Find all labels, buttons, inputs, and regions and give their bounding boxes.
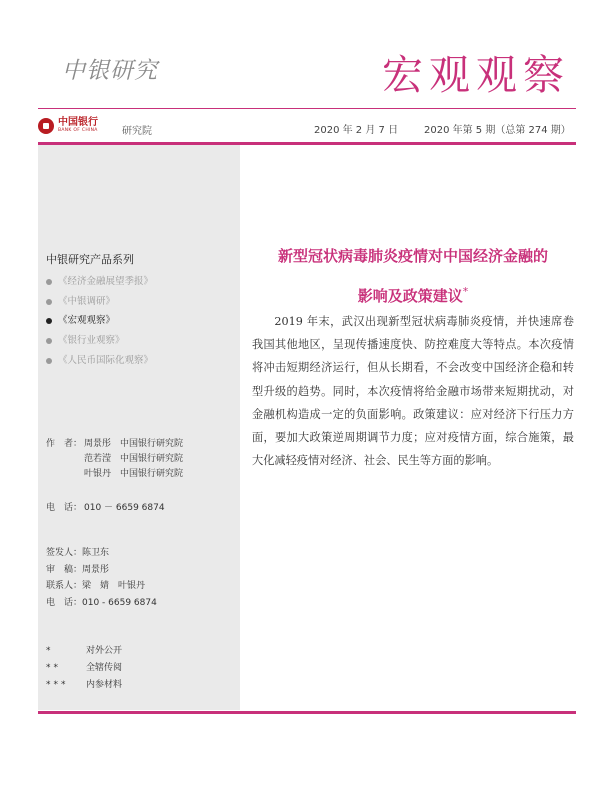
staff-block bbox=[46, 545, 157, 612]
sidebar-panel bbox=[38, 145, 240, 710]
bank-logo bbox=[38, 116, 98, 136]
confidentiality-label: 对外公开 bbox=[86, 646, 123, 656]
phone-number: 010 － 6659 6874 bbox=[84, 503, 165, 513]
author-org: 中国银行研究院 bbox=[120, 454, 184, 464]
confidentiality-row bbox=[46, 643, 122, 660]
confidentiality-row bbox=[46, 677, 122, 694]
publication-logo-text: 中银研究 bbox=[62, 58, 158, 84]
author-row bbox=[46, 452, 183, 467]
bank-of-china-icon bbox=[38, 118, 54, 134]
phone-label: 电 话： bbox=[46, 503, 83, 513]
product-item-active: 《宏观观察》 bbox=[46, 312, 153, 332]
confidentiality-label: 内参材料 bbox=[86, 680, 123, 691]
author-row bbox=[46, 467, 183, 482]
footer-divider bbox=[38, 711, 576, 714]
article-abstract: 2019 年末，武汉出现新型冠状病毒肺炎疫情，并快速席卷我国其他地区，呈现传播速度快、防控难度大等特点。本次疫情将冲击短期经济运行，但从长期看，不会改变中国经济企稳和转型升级的趋势。同时，本次疫情将给金融市场带来短期扰动，对金融机构造成一定的负面影响。政策建议：应对经济下行压力方面，要加大政策逆周期调节力度；应对疫情方面，综合施策，最大化减轻疫情对经济、社会、民生等方面的影响。 bbox=[252, 315, 574, 468]
footnote-mark: * bbox=[462, 285, 469, 298]
author-row bbox=[46, 437, 183, 452]
bullet-icon bbox=[46, 358, 52, 364]
author-org: 中国银行研究院 bbox=[120, 439, 184, 449]
product-item: 《人民币国际化观察》 bbox=[46, 351, 153, 371]
products-heading: 中银研究产品系列 bbox=[46, 253, 134, 266]
staff-row: 电 话：010 - 6659 6874 bbox=[46, 598, 157, 609]
confidentiality-stars: ** bbox=[46, 663, 61, 674]
authors-label: 作 者： bbox=[46, 439, 83, 449]
author-org: 中国银行研究院 bbox=[120, 469, 184, 479]
confidentiality-legend bbox=[46, 643, 122, 695]
product-item: 《经济金融展望季报》 bbox=[46, 272, 153, 292]
product-list bbox=[46, 272, 153, 371]
authors-block bbox=[46, 437, 183, 482]
bank-name-en: BANK OF CHINA bbox=[58, 128, 98, 134]
staff-row: 联系人：梁 婧 叶银丹 bbox=[46, 581, 146, 592]
article-title bbox=[250, 238, 576, 314]
author-name: 周景彤 bbox=[84, 439, 112, 449]
bullet-icon bbox=[46, 299, 52, 305]
confidentiality-label: 全辖传阅 bbox=[86, 663, 123, 674]
institute-label: 研究院 bbox=[122, 126, 152, 137]
bank-name-cn: 中国银行 bbox=[58, 117, 98, 129]
author-name: 叶银丹 bbox=[84, 469, 112, 479]
product-item: 《银行业观察》 bbox=[46, 331, 153, 351]
bullet-icon bbox=[46, 338, 52, 344]
issue-date: 2020 年 2 月 7 日 bbox=[314, 125, 399, 136]
series-title: 宏观观察 bbox=[382, 51, 570, 99]
article-title-line2: 影响及政策建议* bbox=[357, 285, 469, 305]
article-title-line1: 新型冠状病毒肺炎疫情对中国经济金融的 bbox=[277, 247, 548, 265]
author-phone bbox=[46, 500, 165, 513]
confidentiality-stars: *** bbox=[46, 680, 69, 691]
staff-row: 审 稿：周景彤 bbox=[46, 564, 110, 575]
issue-number: 2020 年第 5 期（总第 274 期） bbox=[424, 125, 571, 136]
header-divider-thin bbox=[38, 108, 576, 109]
bullet-icon bbox=[46, 318, 52, 324]
bank-name bbox=[58, 118, 98, 134]
product-item: 《中银调研》 bbox=[46, 292, 153, 312]
confidentiality-stars: * bbox=[46, 646, 54, 656]
confidentiality-row bbox=[46, 660, 122, 677]
staff-row: 签发人：陈卫东 bbox=[46, 548, 110, 558]
bullet-icon bbox=[46, 279, 52, 285]
author-name: 范若滢 bbox=[84, 454, 112, 464]
